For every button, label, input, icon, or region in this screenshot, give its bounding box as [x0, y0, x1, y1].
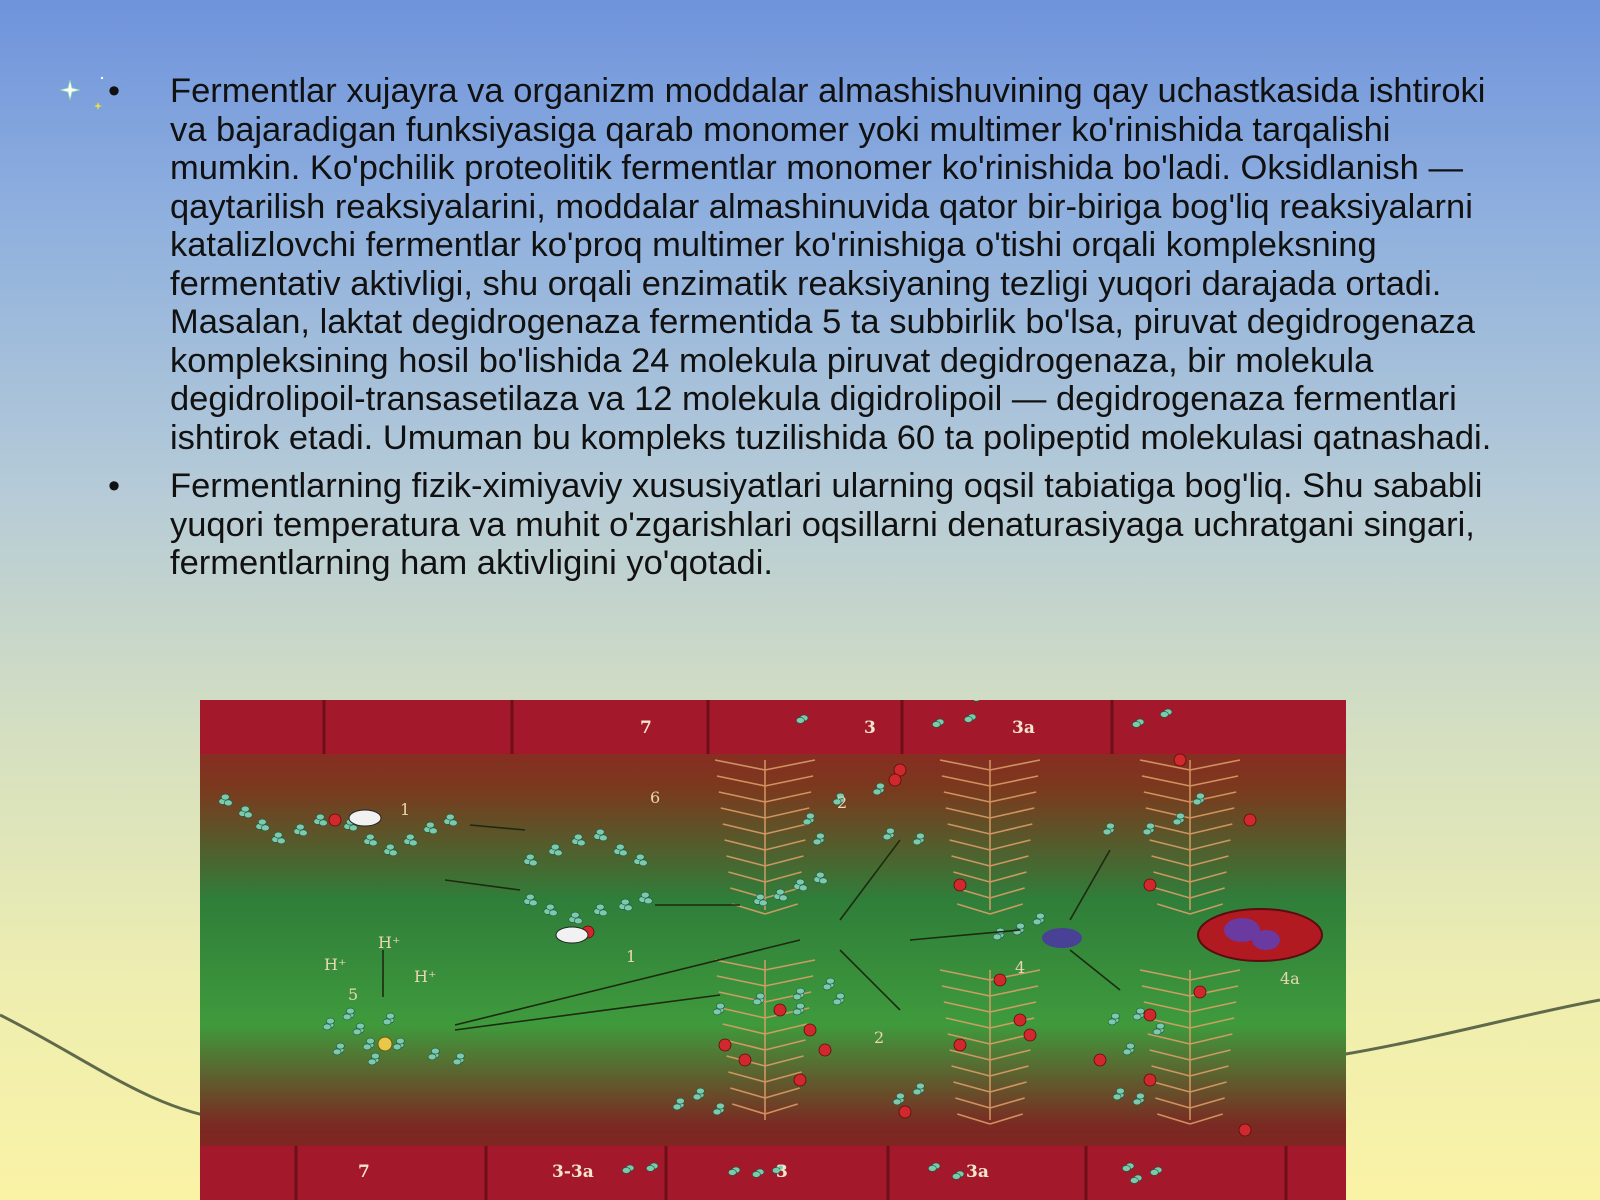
molecule-node	[368, 1059, 376, 1065]
molecule-node	[316, 814, 324, 820]
molecule-node	[799, 885, 807, 891]
red-node	[1194, 986, 1206, 998]
molecule-node	[366, 834, 374, 840]
molecule-node	[336, 1043, 344, 1049]
label-4a: 4a	[1280, 969, 1300, 988]
molecule-node	[639, 860, 647, 866]
molecule-node	[244, 812, 252, 818]
molecule-node	[449, 820, 457, 826]
label-bottom-3-3a: 3-3a	[552, 1162, 594, 1182]
molecule-node	[622, 1167, 630, 1173]
molecule-node	[529, 900, 537, 906]
red-node	[889, 774, 901, 786]
bullet-item	[108, 72, 1528, 457]
molecule-node	[453, 1059, 461, 1065]
molecule-node	[396, 1038, 404, 1044]
molecule-node	[371, 1053, 379, 1059]
molecule-node	[1132, 721, 1140, 727]
molecule-node	[258, 819, 266, 825]
label-bottom-3a: 3a	[966, 1162, 989, 1182]
molecule-node	[353, 1029, 361, 1035]
label-2: 2	[837, 793, 848, 812]
molecule-node	[796, 988, 804, 994]
molecule-node	[793, 1009, 801, 1015]
molecule-node	[752, 1171, 760, 1177]
molecule-node	[1122, 1165, 1130, 1171]
label-bottom-7: 7	[358, 1162, 370, 1182]
molecule-node	[1143, 829, 1151, 835]
molecule-node	[896, 1093, 904, 1099]
bullet-list	[108, 72, 1528, 593]
molecule-node	[574, 834, 582, 840]
red-node	[954, 879, 966, 891]
molecule-node	[261, 825, 269, 831]
molecule-node	[1036, 913, 1044, 919]
bullet-marker: •	[108, 72, 121, 110]
molecule-node	[646, 1165, 654, 1171]
bottom-band	[200, 1146, 1346, 1200]
molecule-node	[299, 830, 307, 836]
red-node	[1239, 1124, 1251, 1136]
label-1b: 1	[626, 947, 637, 966]
red-node	[1144, 1074, 1156, 1086]
molecule-node	[673, 1104, 681, 1110]
molecule-node	[964, 716, 972, 722]
red-node	[994, 974, 1006, 986]
red-node	[1144, 1009, 1156, 1021]
molecule-node	[1133, 1014, 1141, 1020]
molecule-node	[913, 839, 921, 845]
label-top-3: 3	[864, 718, 876, 738]
molecule-node	[893, 1099, 901, 1105]
molecule-node	[696, 1088, 704, 1094]
molecule-node	[826, 978, 834, 984]
molecule-node	[779, 895, 787, 901]
molecule-node	[1196, 793, 1204, 799]
red-node	[794, 1074, 806, 1086]
molecule-node	[554, 850, 562, 856]
label-6: 6	[650, 788, 661, 807]
molecule-node	[369, 840, 377, 846]
molecule-node	[1153, 1029, 1161, 1035]
molecule-node	[883, 834, 891, 840]
red-node	[1024, 1029, 1036, 1041]
red-node	[1144, 879, 1156, 891]
molecule-node	[813, 839, 821, 845]
molecule-node	[928, 1165, 936, 1171]
molecule-node	[356, 1023, 364, 1029]
molecule-node	[393, 1044, 401, 1050]
molecule-node	[431, 1048, 439, 1054]
molecule-node	[806, 813, 814, 819]
label-bottom-3: 3	[776, 1162, 788, 1182]
molecule-node	[796, 1003, 804, 1009]
molecule-node	[1033, 919, 1041, 925]
molecule-node	[323, 1024, 331, 1030]
molecule-node	[713, 1009, 721, 1015]
red-node	[819, 1044, 831, 1056]
molecule-node	[221, 794, 229, 800]
molecule-node	[793, 994, 801, 1000]
molecule-node	[577, 840, 585, 846]
bullet-item	[108, 467, 1528, 583]
molecule-node	[1133, 1099, 1141, 1105]
molecule-node	[429, 828, 437, 834]
molecule-node	[1108, 1019, 1116, 1025]
red-node	[329, 814, 341, 826]
molecule-node	[1106, 823, 1114, 829]
red-node	[1014, 1014, 1026, 1026]
molecule-node	[836, 993, 844, 999]
sparkle-icon	[56, 74, 116, 114]
molecule-node	[952, 1173, 960, 1179]
figure-canvas	[200, 700, 1346, 1200]
molecule-node	[333, 1049, 341, 1055]
red-node	[739, 1054, 751, 1066]
molecule-node	[1136, 1093, 1144, 1099]
molecule-node	[823, 984, 831, 990]
enzyme-complex-figure	[200, 700, 1346, 1200]
molecule-node	[1113, 1094, 1121, 1100]
molecule-node	[803, 819, 811, 825]
molecule-node	[993, 934, 1001, 940]
molecule-node	[716, 1103, 724, 1109]
molecule-node	[621, 899, 629, 905]
molecule-node	[1136, 1008, 1144, 1014]
molecule-node	[756, 993, 764, 999]
molecule-node	[343, 1014, 351, 1020]
bullet-text: Fermentlar xujayra va organizm moddalar almashishuvining qay uchastkasida ishtiroki va bajaradigan funksiyasiga qarab monomer yoki multimer ko'rinishida tarqalishi mumkin. Ko'pchilik proteolitik fermentlar monomer ko'rinishida bo'ladi. Oksidlanish — qaytarilish reaksiyalarini, moddalar almashinuvida qator bir-biriga bog'liq reaksiyalarni katalizlovchi fermentlar ko'proq multimer ko'rinishiga o'tishi orqali kompleksning fermentativ aktivligi, shu orqali enzimatik reaksiyaning tezligi yuqori darajada ortadi. Masalan, laktat degidrogenaza fermentida 5 ta subbirlik bo'lsa, piruvat degidrogenaza kompleksining hosil bo'lishida 24 molekula piruvat degidrogenaza, bir molekula degidrolipoil-transasetilaza va 12 molekula digidrolipoil — degidrogenaza fermentlari ishtirok etadi. Umuman bu kompleks tuzilishida 60 ta polipeptid molekulasi qatnashadi.	[170, 72, 1492, 457]
molecule-node	[277, 838, 285, 844]
molecule-node	[916, 1083, 924, 1089]
molecule-node	[599, 835, 607, 841]
red-node	[719, 1039, 731, 1051]
molecule-node	[693, 1094, 701, 1100]
bullet-marker: •	[108, 467, 121, 505]
molecule-node	[529, 860, 537, 866]
molecule-node	[386, 844, 394, 850]
molecule-node	[816, 872, 824, 878]
molecule-node	[446, 814, 454, 820]
red-node	[774, 1004, 786, 1016]
yellow-center	[378, 1037, 392, 1051]
purple-blob	[1042, 928, 1082, 948]
molecule-node	[624, 905, 632, 911]
molecule-node	[574, 918, 582, 924]
molecule-node	[426, 822, 434, 828]
enzyme-white	[349, 810, 381, 826]
molecule-node	[886, 828, 894, 834]
molecule-node	[819, 878, 827, 884]
label-1: 1	[400, 800, 411, 819]
molecule-node	[366, 1038, 374, 1044]
red-node	[954, 1039, 966, 1051]
molecule-node	[1126, 1043, 1134, 1049]
bullet-text: Fermentlarning fizik-ximiyaviy xususiyatlari ularning oqsil tabiatiga bog'liq. Shu sababli yuqori temperatura va muhit o'zgarishlari oqsillarni denaturasiyaga uchratgani singari, fermentlarning ham aktivligini yo'qotadi.	[170, 467, 1483, 582]
molecule-node	[326, 1018, 334, 1024]
molecule-node	[389, 850, 397, 856]
molecule-node	[1103, 829, 1111, 835]
molecule-node	[932, 721, 940, 727]
molecule-node	[776, 889, 784, 895]
molecule-node	[616, 844, 624, 850]
molecule-node	[1016, 923, 1024, 929]
molecule-node	[428, 1054, 436, 1060]
vesicle-purple	[1252, 930, 1280, 950]
molecule-node	[676, 1098, 684, 1104]
red-node	[1174, 754, 1186, 766]
molecule-node	[526, 894, 534, 900]
molecule-node	[913, 1089, 921, 1095]
red-node	[1244, 814, 1256, 826]
molecule-node	[641, 892, 649, 898]
molecule-node	[1160, 711, 1168, 717]
molecule-node	[796, 717, 804, 723]
molecule-node	[526, 854, 534, 860]
molecule-node	[571, 912, 579, 918]
molecule-node	[1123, 1049, 1131, 1055]
molecule-node	[619, 850, 627, 856]
label-h-left: H⁺	[324, 955, 347, 974]
molecule-node	[274, 832, 282, 838]
molecule-node	[241, 806, 249, 812]
figure-background	[200, 700, 1346, 1200]
molecule-node	[596, 829, 604, 835]
molecule-node	[876, 783, 884, 789]
molecule-node	[916, 833, 924, 839]
red-node	[1094, 1054, 1106, 1066]
molecule-node	[759, 900, 767, 906]
label-4: 4	[1015, 958, 1026, 977]
label-h-top: H⁺	[378, 933, 401, 952]
molecule-node	[1193, 799, 1201, 805]
molecule-node	[1150, 1169, 1158, 1175]
molecule-node	[644, 898, 652, 904]
molecule-node	[349, 825, 357, 831]
molecule-node	[549, 910, 557, 916]
molecule-node	[1116, 1088, 1124, 1094]
red-node	[804, 1024, 816, 1036]
red-node	[899, 1106, 911, 1118]
molecule-node	[1176, 813, 1184, 819]
top-band	[200, 700, 1346, 754]
molecule-node	[756, 894, 764, 900]
molecule-node	[753, 999, 761, 1005]
molecule-node	[456, 1053, 464, 1059]
molecule-node	[596, 904, 604, 910]
molecule-node	[816, 833, 824, 839]
molecule-node	[1130, 1177, 1138, 1183]
label-5: 5	[348, 985, 359, 1004]
molecule-node	[406, 834, 414, 840]
molecule-node	[363, 1044, 371, 1050]
molecule-node	[599, 910, 607, 916]
molecule-node	[728, 1169, 736, 1175]
molecule-node	[716, 1003, 724, 1009]
molecule-node	[1146, 823, 1154, 829]
molecule-node	[224, 800, 232, 806]
molecule-node	[409, 840, 417, 846]
molecule-node	[346, 1008, 354, 1014]
label-top-3a: 3a	[1012, 718, 1035, 738]
molecule-node	[386, 1013, 394, 1019]
molecule-node	[551, 844, 559, 850]
enzyme-white	[556, 927, 588, 943]
molecule-node	[713, 1109, 721, 1115]
molecule-node	[1173, 819, 1181, 825]
molecule-node	[296, 824, 304, 830]
label-2b: 2	[874, 1028, 885, 1047]
label-top-7: 7	[640, 718, 652, 738]
molecule-node	[873, 789, 881, 795]
molecule-node	[319, 820, 327, 826]
molecule-node	[636, 854, 644, 860]
molecule-node	[833, 999, 841, 1005]
molecule-node	[1111, 1013, 1119, 1019]
label-h-right: H⁺	[414, 967, 437, 986]
molecule-node	[383, 1019, 391, 1025]
molecule-node	[1156, 1023, 1164, 1029]
molecule-node	[796, 879, 804, 885]
molecule-node	[546, 904, 554, 910]
